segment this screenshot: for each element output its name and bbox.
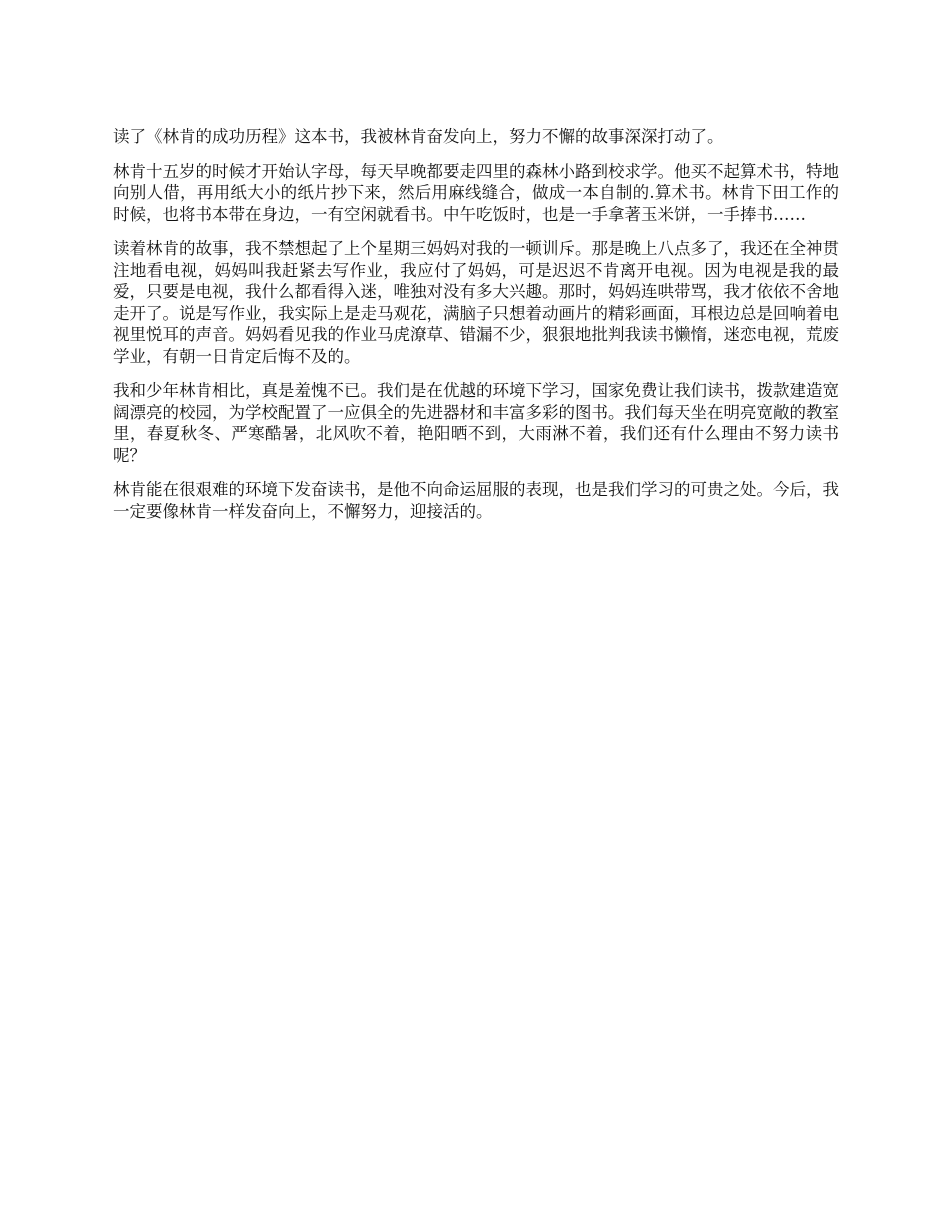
paragraph-3: 读着林肯的故事，我不禁想起了上个星期三妈妈对我的一顿训斥。那是晚上八点多了，我还在全神贯注地看电视，妈妈叫我赶紧去写作业，我应付了妈妈，可是迟迟不肯离开电视。因为电视是我的最爱，只要是电视，我什么都看得入迷，唯独对没有多大兴趣。那时，妈妈连哄带骂，我才依依不舍地走开了。说是写作业，我实际上是走马观花，满脑子只想着动画片的精彩画面，耳根边总是回响着电视里悦耳的声音。妈妈看见我的作业马虎潦草、错漏不少，狠狠地批判我读书懒惰，迷恋电视，荒废学业，有朝一日肯定后悔不及的。 (113, 239, 839, 366)
document-body (113, 126, 839, 535)
paragraph-4: 我和少年林肯相比，真是羞愧不已。我们是在优越的环境下学习，国家免费让我们读书，拨款建造宽阔漂亮的校园，为学校配置了一应俱全的先进器材和丰富多彩的图书。我们每天坐在明亮宽敞的教室里，春夏秋冬、严寒酷暑，北风吹不着，艳阳晒不到，大雨淋不着，我们还有什么理由不努力读书呢？ (113, 381, 839, 465)
paragraph-1: 读了《林肯的成功历程》这本书，我被林肯奋发向上，努力不懈的故事深深打动了。 (113, 127, 724, 146)
paragraph-2: 林肯十五岁的时候才开始认字母，每天早晚都要走四里的森林小路到校求学。他买不起算术书，特地向别人借，再用纸大小的纸片抄下来，然后用麻线缝合，做成一本自制的.算术书。林肯下田工作的时候，也将书本带在身边，一有空闲就看书。中午吃饭时，也是一手拿著玉米饼，一手捧书…… (113, 161, 839, 224)
paragraph-5: 林肯能在很艰难的环境下发奋读书，是他不向命运屈服的表现，也是我们学习的可贵之处。今后，我一定要像林肯一样发奋向上，不懈努力，迎接活的。 (113, 480, 839, 521)
